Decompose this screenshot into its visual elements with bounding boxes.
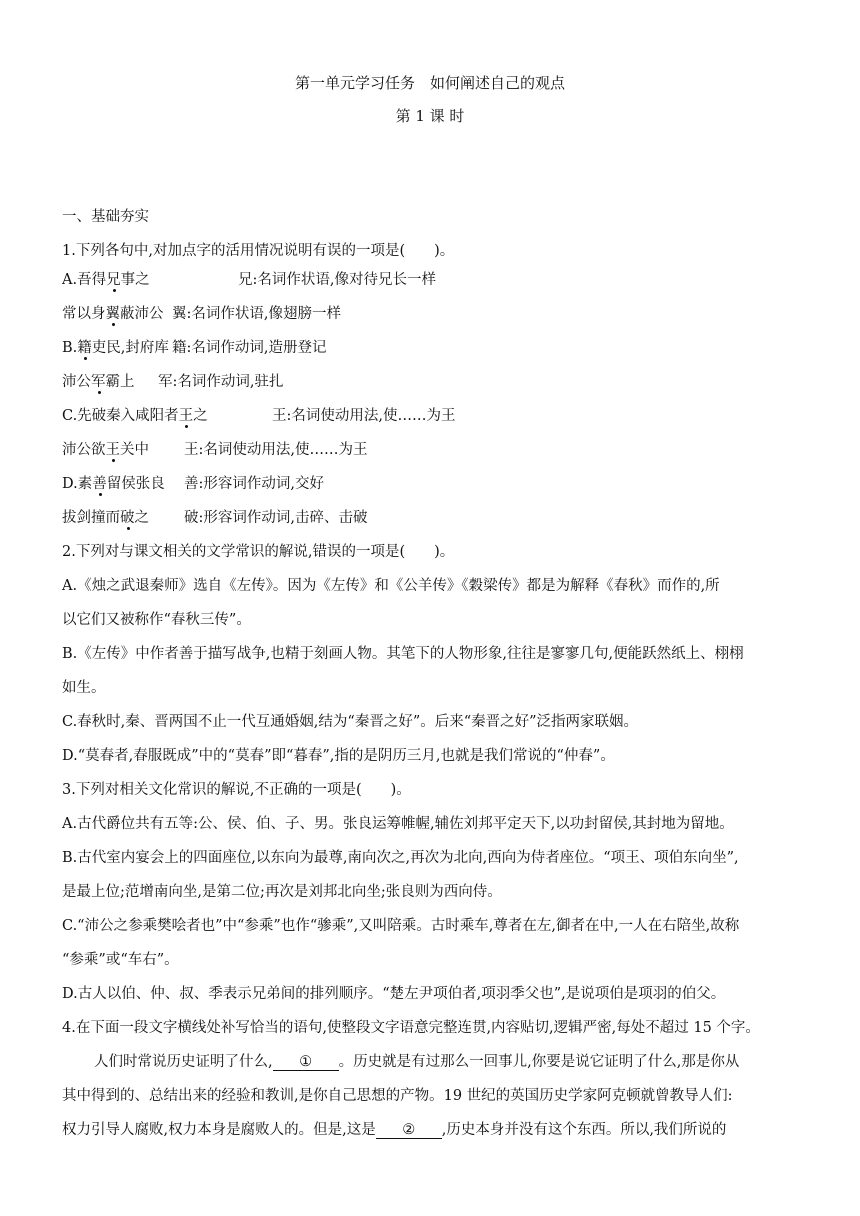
q1-option-a-line1: A.吾得兄事之 兄:名词作状语,像对待兄长一样 (62, 272, 436, 288)
q4-passage-line3: 权力引导人腐败,权力本身是腐败人的。但是,这是 ② ,历史本身并没有这个东西。所以,我们所说的 (62, 1122, 727, 1138)
page-title: 第一单元学习任务 如何阐述自己的观点 (294, 74, 565, 92)
answer-blank-2[interactable]: ② (376, 1122, 442, 1139)
question-1-stem: 1.下列各句中,对加点字的活用情况说明有误的一项是( )。 (62, 243, 455, 259)
question-2-stem: 2.下列对与课文相关的文学常识的解说,错误的一项是( )。 (62, 544, 455, 560)
q3-option-a: A.古代爵位共有五等:公、侯、伯、子、男。张良运筹帷幄,辅佐刘邦平定天下,以功封留侯,其封地为留地。 (62, 816, 734, 832)
q1-option-a-line2: 常以身翼蔽沛公 翼:名词作状语,像翅膀一样 (62, 306, 341, 322)
q1-option-d-line2: 拔剑撞而破之 破:形容词作动词,击碎、击破 (62, 510, 368, 526)
q1-option-c-line2: 沛公欲王关中 王:名词使动用法,使……为王 (62, 442, 368, 458)
question-3-stem: 3.下列对相关文化常识的解说,不正确的一项是( )。 (62, 782, 411, 798)
answer-blank-1[interactable]: ① (273, 1054, 339, 1071)
q3-option-d: D.古人以伯、仲、叔、季表示兄弟间的排列顺序。“楚左尹项伯者,项羽季父也”,是说项伯是项羽的伯父。 (62, 986, 726, 1002)
section-heading: 一、基础夯实 (62, 209, 149, 225)
q1-option-d-line1: D.素善留侯张良 善:形容词作动词,交好 (62, 476, 324, 492)
q2-option-a-line2: 以它们又被称作“春秋三传”。 (62, 612, 251, 628)
q3-option-c-line1: C.“沛公之参乘樊哙者也”中“参乘”也作“骖乘”,又叫陪乘。古时乘车,尊者在左,御者在中,一人在右陪坐,故称 (62, 918, 740, 934)
q2-option-a-line1: A.《烛之武退秦师》选自《左传》。因为《左传》和《公羊传》《穀梁传》都是为解释《春秋》而作的,所 (62, 578, 720, 594)
question-4-stem: 4.在下面一段文字横线处补写恰当的语句,使整段文字语意完整连贯,内容贴切,逻辑严密,每处不超过 15 个字。 (62, 1020, 760, 1036)
q2-option-b-line1: B.《左传》中作者善于描写战争,也精于刻画人物。其笔下的人物形象,往往是寥寥几句,便能跃然纸上、栩栩 (62, 646, 744, 662)
q3-option-b-line2: 是最上位;范增南向坐,是第二位;再次是刘邦北向坐;张良则为西向侍。 (62, 884, 502, 900)
q1-option-b-line1: B.籍吏民,封府库 籍:名词作动词,造册登记 (62, 340, 327, 356)
q2-option-d: D.“莫春者,春服既成”中的“莫春”即“暮春”,指的是阴历三月,也就是我们常说的“仲春”。 (62, 748, 615, 764)
q1-option-b-line2: 沛公军霸上 军:名词作动词,驻扎 (62, 374, 284, 390)
q1-option-c-line1: C.先破秦入咸阳者王之 王:名词使动用法,使……为王 (62, 408, 456, 424)
lesson-subtitle: 第 1 课 时 (395, 107, 465, 125)
q2-option-c: C.春秋时,秦、晋两国不止一代互通婚姻,结为“秦晋之好”。后来“秦晋之好”泛指两家联姻。 (62, 714, 639, 730)
q4-passage-line2: 其中得到的、总结出来的经验和教训,是你自己思想的产物。19 世纪的英国历史学家阿克顿就曾教导人们: (62, 1088, 733, 1104)
q4-passage-line1: 人们时常说历史证明了什么, ① 。历史就是有过那么一回事儿,你要是说它证明了什么,那是你从 (94, 1054, 740, 1070)
q2-option-b-line2: 如生。 (62, 680, 106, 696)
q3-option-b-line1: B.古代室内宴会上的四面座位,以东向为最尊,南向次之,再次为北向,西向为侍者座位。“项王、项伯东向坐”, (62, 850, 739, 866)
q3-option-c-line2: “参乘”或“车右”。 (62, 952, 179, 968)
